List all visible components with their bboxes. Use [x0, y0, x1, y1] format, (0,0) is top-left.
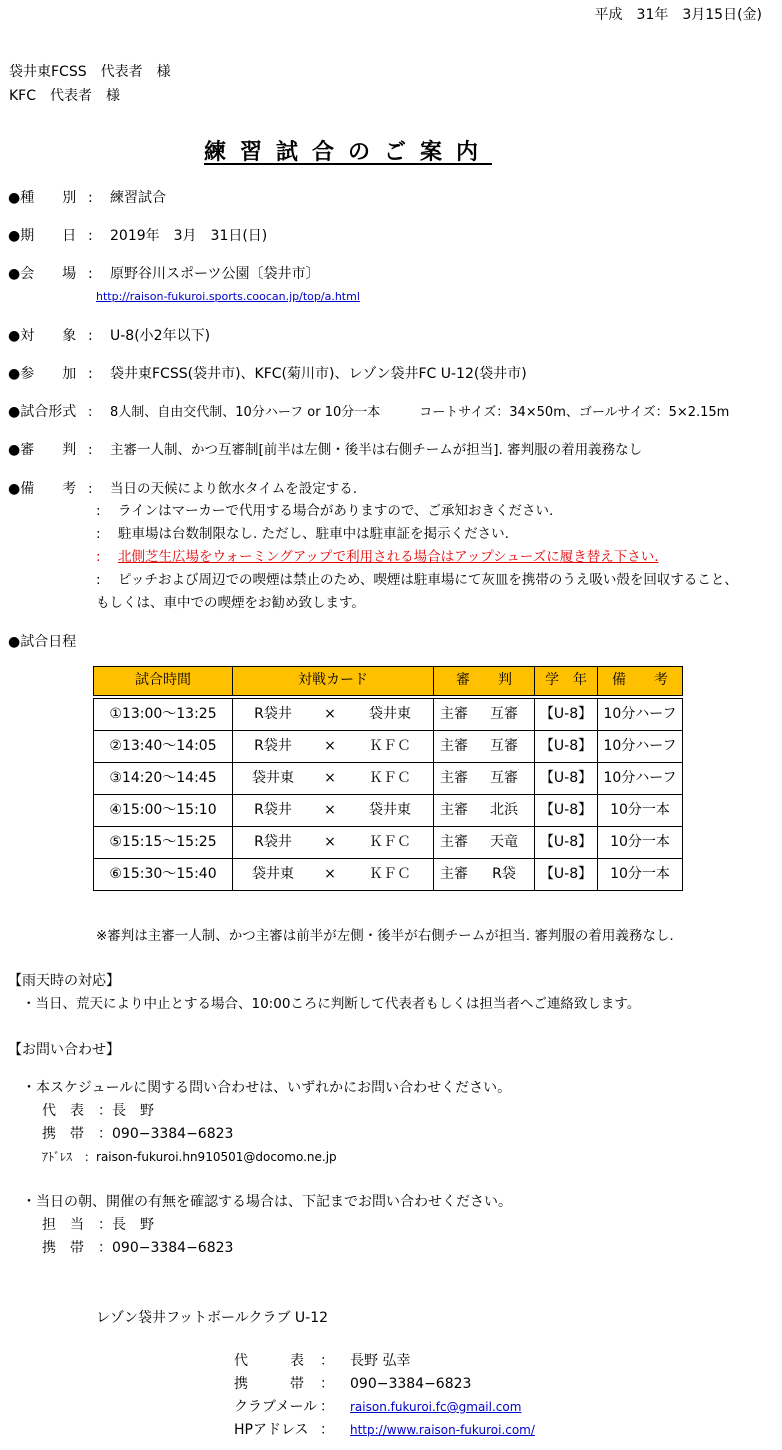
contact-person — [42, 1217, 154, 1235]
contact-rep-value: 長 野 — [112, 1103, 154, 1119]
schedule-row — [94, 763, 683, 795]
match-time: ②13:40〜14:05 — [94, 731, 233, 763]
header-grade: 学 年 — [535, 667, 598, 696]
match-card — [233, 827, 434, 859]
team-1: 袋井東 — [252, 769, 294, 786]
club-rep-colon: ： — [320, 1353, 334, 1369]
club-mail-link[interactable]: raison.fukuroi.fc@gmail.com — [350, 1400, 522, 1414]
contact-q2: ・当日の朝、開催の有無を確認する場合は、下記までお問い合わせください。 — [22, 1194, 512, 1210]
item-type-value: 練習試合 — [110, 190, 166, 206]
note-line-3: 駐車場は台数制限なし. ただし、駐車中は駐車証を掲示ください. — [118, 526, 509, 542]
note-line-4: 北側芝生広場をウォーミングアップで利用される場合はアップシューズに履き替え下さい. — [118, 549, 659, 565]
match-time: ⑤15:15〜15:25 — [94, 827, 233, 859]
item-venue-value: 原野谷川スポーツ公園〔袋井市〕 — [110, 266, 320, 282]
item-target-label: ●対 象 — [8, 328, 77, 344]
club-hp-colon: ： — [320, 1422, 334, 1438]
club-mobile-colon: ： — [320, 1376, 334, 1392]
match-time: ③14:20〜14:45 — [94, 763, 233, 795]
item-referee-value: 主審一人制、かつ互審制[前半は左側・後半は右側チームが担当]. 審判服の着用義務なし — [110, 442, 643, 458]
team-1: R袋井 — [254, 737, 292, 754]
match-referee — [434, 699, 535, 731]
match-grade: 【U-8】 — [535, 795, 598, 827]
match-time: ④15:00〜15:10 — [94, 795, 233, 827]
referee-team: 互審 — [490, 769, 518, 786]
item-format-label: ●試合形式 — [8, 404, 77, 420]
match-card — [233, 699, 434, 731]
schedule-table — [93, 666, 683, 891]
versus-mark: × — [324, 801, 336, 818]
match-referee — [434, 795, 535, 827]
schedule-row — [94, 795, 683, 827]
team-1: R袋井 — [254, 833, 292, 850]
team-1: 袋井東 — [252, 865, 294, 882]
referee-team: R袋 — [492, 865, 516, 882]
item-participants: ●参 加 : 袋井東FCSS(袋井市)、KFC(菊川市)、レゾン袋井FC U-12(袋井市) — [8, 366, 527, 382]
team-2: ＫＦＣ — [369, 769, 411, 786]
referee-team: 天竜 — [490, 833, 518, 850]
team-2: ＫＦＣ — [369, 865, 411, 882]
schedule-row — [94, 827, 683, 859]
header-referee: 審 判 — [434, 667, 535, 696]
referee-team: 互審 — [490, 737, 518, 754]
match-grade: 【U-8】 — [535, 731, 598, 763]
match-grade: 【U-8】 — [535, 763, 598, 795]
contact-rep-label: 代 表 ： — [42, 1103, 112, 1119]
contact-rep — [42, 1103, 154, 1121]
match-referee — [434, 763, 535, 795]
item-notes-label: ●備 考 — [8, 481, 77, 497]
item-target: ●対 象 : U-8(小2年以下) — [8, 328, 211, 344]
contact-mobile-2-label: 携 帯 ： — [42, 1240, 112, 1256]
contact-mobile — [42, 1126, 233, 1144]
rain-text: ・当日、荒天により中止とする場合、10:00ころに判断して代表者もしくは担当者へご連絡致します。 — [22, 996, 641, 1012]
note-line-2-row: : ラインはマーカーで代用する場合がありますので、ご承知おきください. — [96, 503, 554, 519]
club-mail — [234, 1399, 521, 1417]
item-participants-value: 袋井東FCSS(袋井市)、KFC(菊川市)、レゾン袋井FC U-12(袋井市) — [110, 366, 527, 382]
item-date-value: 2019年 3月 31日(日) — [110, 228, 268, 244]
contact-mobile-value: 090−3384−6823 — [112, 1126, 234, 1142]
versus-mark: × — [324, 769, 336, 786]
match-referee — [434, 859, 535, 891]
item-venue: ●会 場 : 原野谷川スポーツ公園〔袋井市〕 — [8, 266, 320, 282]
contact-mobile-2 — [42, 1240, 233, 1258]
match-referee — [434, 827, 535, 859]
referee-role: 主審 — [440, 769, 468, 786]
match-time: ⑥15:30〜15:40 — [94, 859, 233, 891]
match-note: 10分ハーフ — [598, 763, 683, 795]
item-format: ●試合形式 : 8人制、自由交代制、10分ハーフ or 10分一本 コートサイズ：34×50m、ゴールサイズ：5×2.15m — [8, 404, 730, 420]
schedule-heading: ●試合日程 — [8, 634, 77, 650]
contact-heading: 【お問い合わせ】 — [8, 1042, 120, 1058]
team-1: R袋井 — [254, 705, 292, 722]
item-referee: ●審 判 : 主審一人制、かつ互審制[前半は左側・後半は右側チームが担当]. 審判服の着用義務なし — [8, 442, 643, 458]
club-hp-link[interactable]: http://www.raison-fukuroi.com/ — [350, 1423, 535, 1437]
referee-role: 主審 — [440, 801, 468, 818]
note-line-2: ラインはマーカーで代用する場合がありますので、ご承知おきください. — [118, 503, 554, 519]
match-note: 10分一本 — [598, 795, 683, 827]
team-2: 袋井東 — [369, 801, 411, 818]
versus-mark: × — [324, 737, 336, 754]
referee-team: 互審 — [490, 705, 518, 722]
match-grade: 【U-8】 — [535, 699, 598, 731]
versus-mark: × — [324, 705, 336, 722]
match-note: 10分ハーフ — [598, 699, 683, 731]
contact-address — [42, 1150, 337, 1165]
header-time: 試合時間 — [94, 667, 233, 696]
note-line-cont: もしくは、車中での喫煙をお勧め致します。 — [96, 595, 365, 611]
match-card — [233, 859, 434, 891]
club-rep — [234, 1353, 410, 1371]
club-rep-label: 代 表 — [234, 1353, 304, 1369]
item-date-label: ●期 日 — [8, 228, 77, 244]
contact-person-value: 長 野 — [112, 1217, 154, 1233]
header-note: 備 考 — [598, 667, 683, 696]
page-title: 練習試合のご案内 — [204, 140, 493, 165]
match-card — [233, 763, 434, 795]
note-line-5: ピッチおよび周辺での喫煙は禁止のため、喫煙は駐車場にて灰皿を携帯のうえ吸い殻を回収すること、 — [118, 572, 738, 588]
match-time: ①13:00〜13:25 — [94, 699, 233, 731]
club-hp — [234, 1422, 535, 1440]
team-2: 袋井東 — [369, 705, 411, 722]
referee-team: 北浜 — [490, 801, 518, 818]
schedule-row — [94, 731, 683, 763]
versus-mark: × — [324, 833, 336, 850]
note-line-3-row: : 駐車場は台数制限なし. ただし、駐車中は駐車証を掲示ください. — [96, 526, 509, 542]
match-grade: 【U-8】 — [535, 859, 598, 891]
contact-q1: ・本スケジュールに関する問い合わせは、いずれかにお問い合わせください。 — [22, 1080, 512, 1096]
club-mobile-label: 携 帯 — [234, 1376, 304, 1392]
note-line-5-row: : ピッチおよび周辺での喫煙は禁止のため、喫煙は駐車場にて灰皿を携帯のうえ吸い殻を回収すること、 — [96, 572, 738, 588]
item-format-value: 8人制、自由交代制、10分ハーフ or 10分一本 コートサイズ：34×50m、ゴールサイズ：5×2.15m — [110, 405, 730, 420]
contact-mobile-label: 携 帯 ： — [42, 1126, 112, 1142]
match-referee — [434, 731, 535, 763]
item-target-value: U-8(小2年以下) — [110, 328, 211, 344]
item-date: ●期 日 : 2019年 3月 31日(日) — [8, 228, 268, 244]
club-mobile-value: 090−3384−6823 — [350, 1376, 472, 1392]
item-type-label: ●種 別 — [8, 190, 77, 206]
club-name: レゾン袋井フットボールクラブ U-12 — [96, 1310, 329, 1326]
team-1: R袋井 — [254, 801, 292, 818]
referee-role: 主審 — [440, 705, 468, 722]
match-card — [233, 731, 434, 763]
match-grade: 【U-8】 — [535, 827, 598, 859]
club-rep-value: 長野 弘幸 — [350, 1353, 411, 1369]
match-note: 10分一本 — [598, 859, 683, 891]
referee-role: 主審 — [440, 833, 468, 850]
item-venue-label: ●会 場 — [8, 266, 77, 282]
note-line-4-row: : 北側芝生広場をウォーミングアップで利用される場合はアップシューズに履き替え下さい. — [96, 549, 659, 565]
match-note: 10分一本 — [598, 827, 683, 859]
referee-role: 主審 — [440, 737, 468, 754]
document-date: 平成 31年 3月15日(金) — [594, 7, 762, 23]
addressee-1: 袋井東FCSS 代表者 様 — [9, 64, 171, 80]
item-notes: ●備 考 : 当日の天候により飲水タイムを設定する. — [8, 481, 358, 497]
schedule-footnote: ※審判は主審一人制、かつ主審は前半が左側・後半が右側チームが担当. 審判服の着用義務なし. — [96, 928, 674, 944]
addressee-2: KFC 代表者 様 — [9, 88, 121, 104]
contact-mobile-2-value: 090−3384−6823 — [112, 1240, 234, 1256]
venue-link[interactable]: http://raison-fukuroi.sports.coocan.jp/top/a.html — [96, 290, 360, 303]
contact-address-label: ｱﾄﾞﾚｽ ： — [42, 1150, 97, 1164]
schedule-row — [94, 859, 683, 891]
referee-role: 主審 — [440, 865, 468, 882]
schedule-header-row — [94, 667, 683, 696]
match-note: 10分ハーフ — [598, 731, 683, 763]
versus-mark: × — [324, 865, 336, 882]
header-card: 対戦カード — [233, 667, 434, 696]
club-mobile — [234, 1376, 471, 1394]
item-type: ●種 別 : 練習試合 — [8, 190, 166, 206]
schedule-row — [94, 699, 683, 731]
rain-heading: 【雨天時の対応】 — [8, 973, 120, 989]
team-2: ＫＦＣ — [369, 737, 411, 754]
club-mail-colon: ： — [320, 1399, 334, 1415]
item-participants-label: ●参 加 — [8, 366, 77, 382]
note-line-1: 当日の天候により飲水タイムを設定する. — [110, 481, 358, 497]
team-2: ＫＦＣ — [369, 833, 411, 850]
club-mail-label: クラブメール — [234, 1399, 318, 1415]
item-referee-label: ●審 判 — [8, 442, 77, 458]
contact-address-value: raison-fukuroi.hn910501@docomo.ne.jp — [96, 1150, 337, 1164]
club-hp-label: HPアドレス — [234, 1422, 309, 1438]
match-card — [233, 795, 434, 827]
contact-person-label: 担 当 ： — [42, 1217, 112, 1233]
